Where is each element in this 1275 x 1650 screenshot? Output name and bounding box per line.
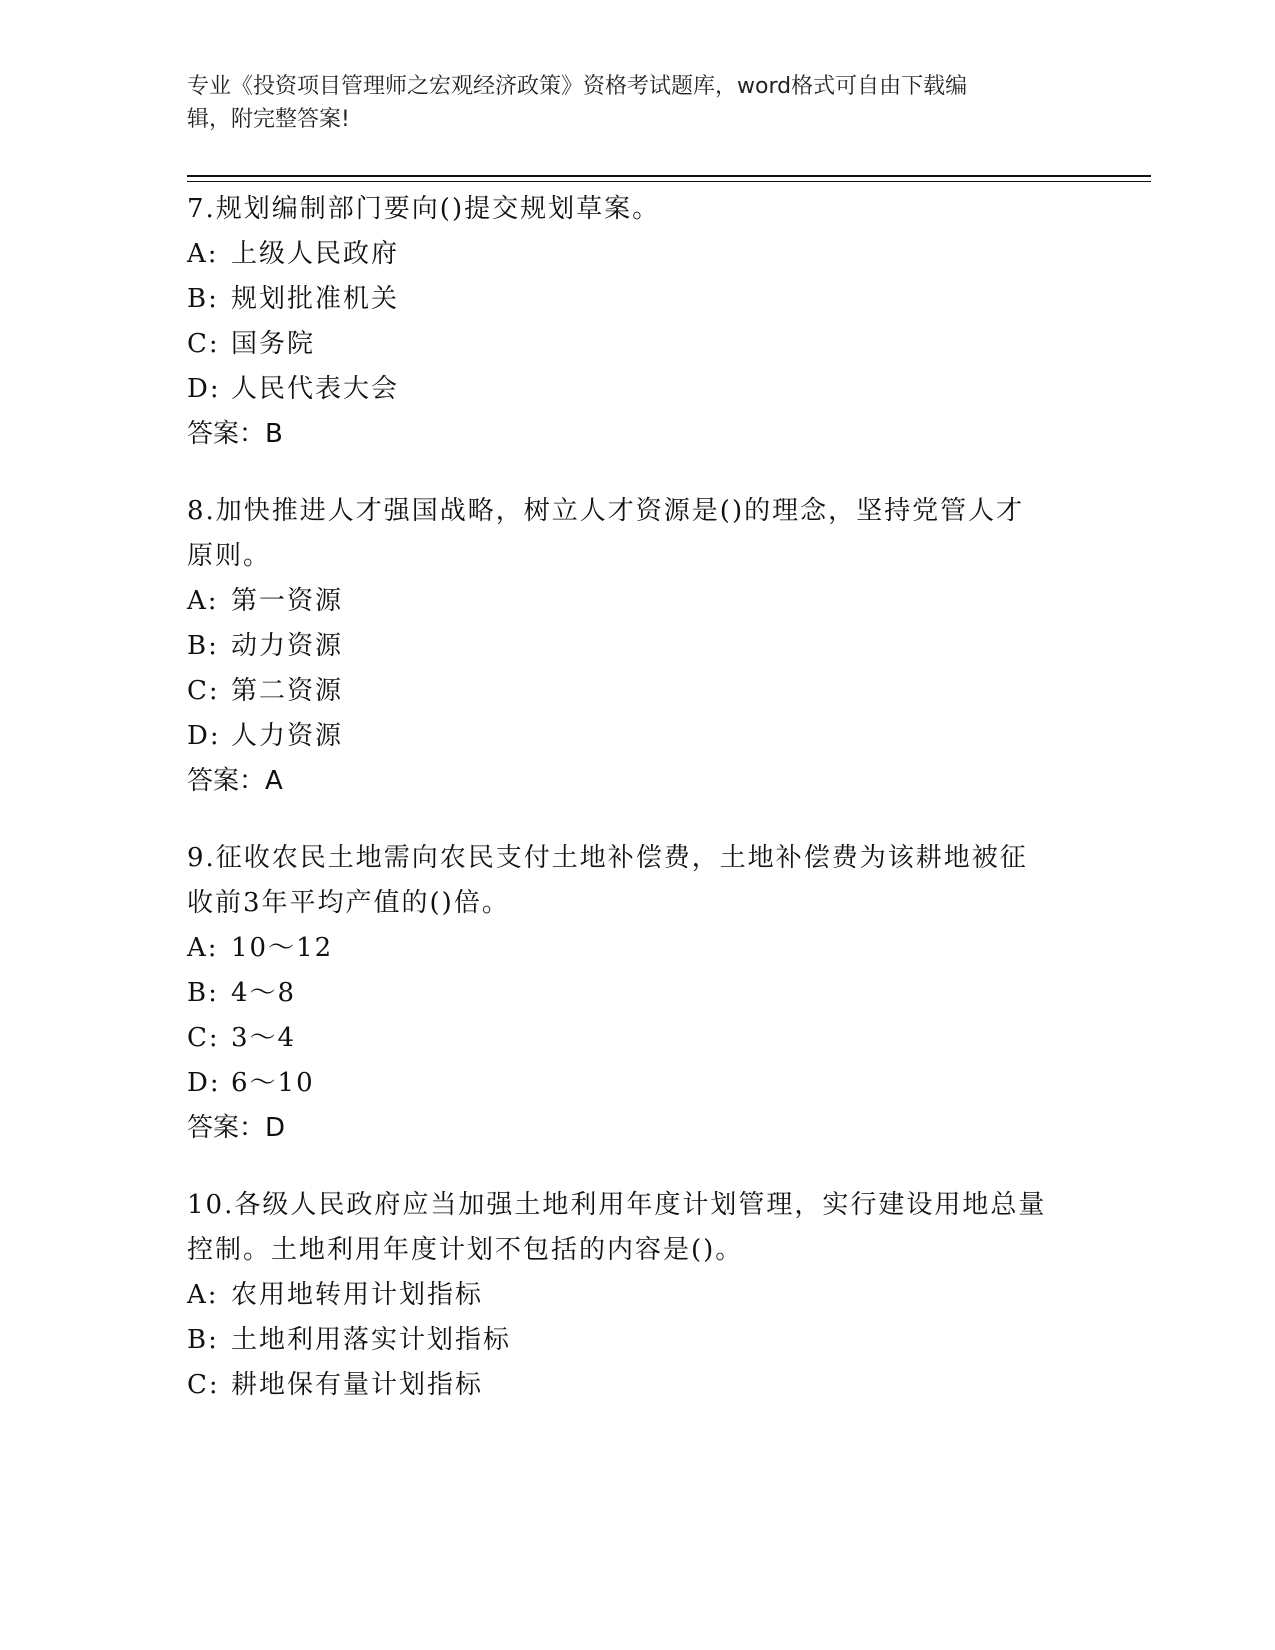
answer-line: 答案：A: [187, 766, 283, 796]
option-b: [187, 624, 1087, 669]
option-text: 上级人民政府: [231, 239, 400, 269]
option-letter: C:: [187, 329, 220, 359]
option-letter: B:: [187, 1325, 219, 1355]
option-b: [187, 971, 1087, 1016]
option-text: 4～8: [231, 978, 297, 1008]
question-7: [187, 187, 1087, 457]
option-text: 土地利用落实计划指标: [231, 1325, 512, 1355]
question-stem: 8.加快推进人才强国战略，树立人才资源是()的理念，坚持党管人才: [187, 496, 1025, 526]
option-letter: B:: [187, 978, 219, 1008]
header-line-1: 专业《投资项目管理师之宏观经济政策》资格考试题库，word格式可自由下载编: [187, 74, 968, 99]
question-list: [187, 187, 1087, 1440]
option-letter: D:: [187, 374, 221, 404]
option-d: [187, 367, 1087, 412]
option-d: [187, 1061, 1087, 1106]
option-letter: A:: [187, 933, 219, 963]
question-stem: 10.各级人民政府应当加强土地利用年度计划管理，实行建设用地总量: [187, 1190, 1047, 1220]
option-a: [187, 579, 1087, 624]
option-text: 10～12: [231, 933, 334, 963]
option-c: [187, 322, 1087, 367]
option-text: 6～10: [231, 1068, 315, 1098]
option-letter: C:: [187, 1370, 220, 1400]
option-b: [187, 1318, 1087, 1363]
option-text: 人民代表大会: [231, 374, 400, 404]
option-text: 规划批准机关: [231, 284, 400, 314]
header-rule-thick: [187, 175, 1151, 177]
question-8: [187, 489, 1087, 804]
option-text: 农用地转用计划指标: [231, 1280, 484, 1310]
option-a: [187, 926, 1087, 971]
option-text: 动力资源: [231, 631, 344, 661]
document-header: [187, 70, 1087, 136]
option-letter: A:: [187, 586, 219, 616]
option-letter: D:: [187, 1068, 221, 1098]
option-d: [187, 714, 1087, 759]
question-stem-continued: 收前3年平均产值的()倍。: [187, 888, 510, 918]
question-stem: 9.征收农民土地需向农民支付土地补偿费，土地补偿费为该耕地被征: [187, 843, 1028, 873]
option-letter: A:: [187, 1280, 219, 1310]
question-stem: 7.规划编制部门要向()提交规划草案。: [187, 194, 661, 224]
question-stem-continued: 原则。: [187, 541, 272, 571]
header-rule-thin: [187, 181, 1151, 182]
option-a: [187, 232, 1087, 277]
option-c: [187, 669, 1087, 714]
header-line-2: 辑，附完整答案!: [187, 107, 350, 132]
option-letter: B:: [187, 631, 219, 661]
option-text: 3～4: [231, 1023, 297, 1053]
question-9: [187, 836, 1087, 1151]
option-letter: C:: [187, 1023, 220, 1053]
option-b: [187, 277, 1087, 322]
question-stem-continued: 控制。土地利用年度计划不包括的内容是()。: [187, 1235, 744, 1265]
option-c: [187, 1363, 1087, 1408]
option-text: 耕地保有量计划指标: [231, 1370, 484, 1400]
option-letter: A:: [187, 239, 219, 269]
option-c: [187, 1016, 1087, 1061]
question-10: [187, 1183, 1087, 1408]
option-text: 第一资源: [231, 586, 344, 616]
option-letter: B:: [187, 284, 219, 314]
option-a: [187, 1273, 1087, 1318]
option-letter: C:: [187, 676, 220, 706]
option-text: 人力资源: [231, 721, 344, 751]
option-text: 第二资源: [231, 676, 344, 706]
answer-line: 答案：D: [187, 1113, 286, 1143]
option-text: 国务院: [231, 329, 316, 359]
option-letter: D:: [187, 721, 221, 751]
answer-line: 答案：B: [187, 419, 283, 449]
